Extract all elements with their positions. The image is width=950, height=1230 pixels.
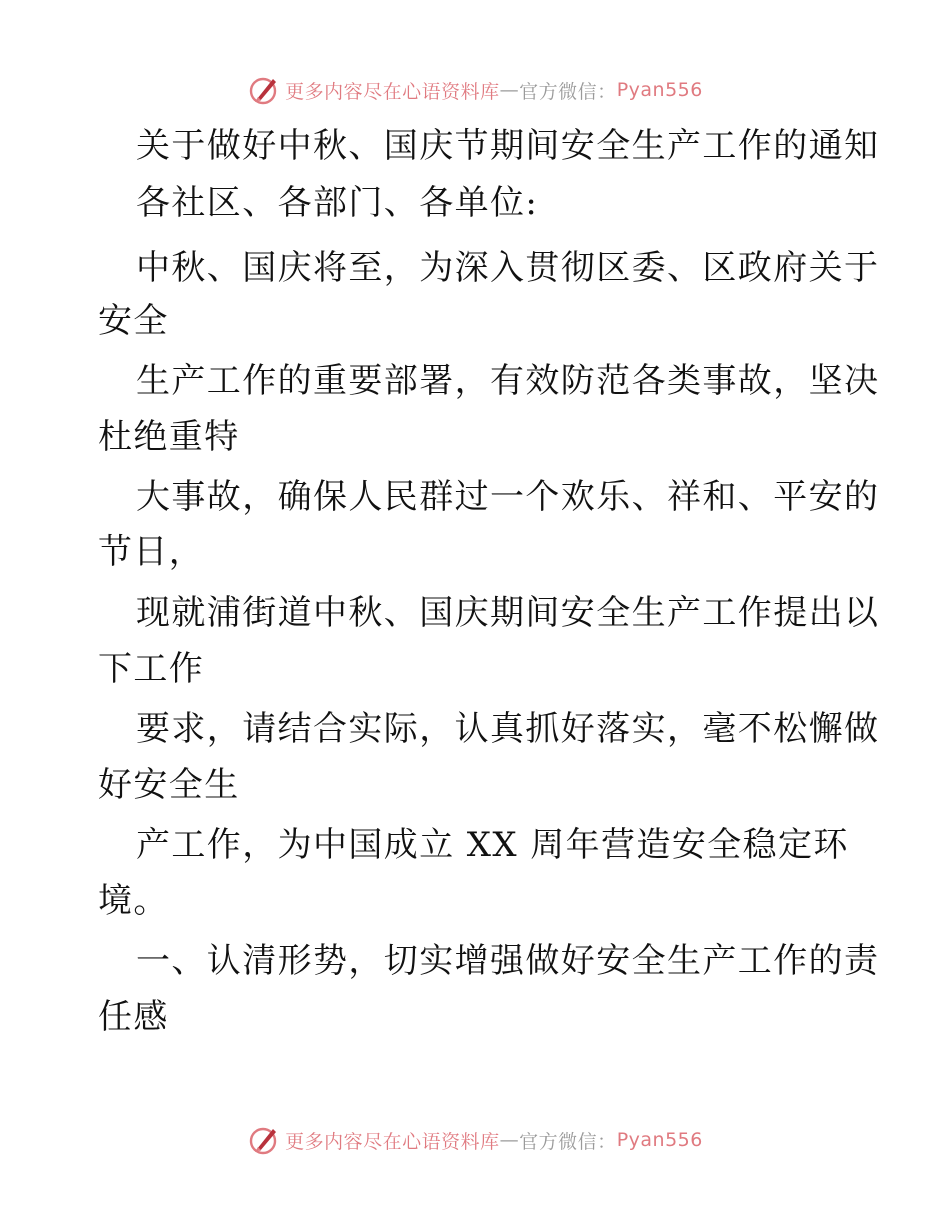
paragraph-line: 大事故，确保人民群过一个欢乐、祥和、平安的 xyxy=(136,477,880,517)
paragraph-line: 杜绝重特 xyxy=(98,417,240,457)
watermark-brand: 更多内容尽在心语资料库 xyxy=(285,1130,500,1153)
paragraph-line: 节日， xyxy=(98,532,205,572)
paragraph-line: 下工作 xyxy=(98,649,205,689)
watermark-brand: 更多内容尽在心语资料库 xyxy=(285,80,500,103)
paragraph-line: 要求，请结合实际，认真抓好落实，毫不松懈做 xyxy=(136,709,880,749)
quill-pen-icon xyxy=(247,73,281,107)
watermark-wechat-label: 官方微信： xyxy=(519,1130,617,1153)
watermark-banner-top xyxy=(0,70,950,110)
section-heading: 一、认清形势，切实增强做好安全生产工作的责 xyxy=(136,941,880,981)
document-title: 关于做好中秋、国庆节期间安全生产工作的通知 xyxy=(136,126,880,166)
paragraph-line: 中秋、国庆将至，为深入贯彻区委、区政府关于 xyxy=(136,248,880,288)
watermark-wechat-id: Pyan556 xyxy=(616,79,703,101)
quill-pen-icon xyxy=(247,1123,281,1157)
paragraph-line: 现就浦街道中秋、国庆期间安全生产工作提出以 xyxy=(136,593,880,633)
paragraph-line: 境。 xyxy=(98,881,169,921)
paragraph-line: 生产工作的重要部署，有效防范各类事故，坚决 xyxy=(136,361,880,401)
watermark-wechat-label: 官方微信： xyxy=(519,80,617,103)
watermark-separator: — xyxy=(499,1129,520,1151)
paragraph-line: 产工作，为中国成立 XX 周年营造安全稳定环 xyxy=(136,825,849,865)
paragraph-line: 安全 xyxy=(98,301,169,341)
paragraph-line: 好安全生 xyxy=(98,765,240,805)
document-salutation: 各社区、各部门、各单位: xyxy=(136,183,539,223)
watermark-separator: — xyxy=(499,79,520,101)
watermark-banner-bottom xyxy=(0,1120,950,1160)
section-heading-continued: 任感 xyxy=(98,997,169,1037)
watermark-wechat-id: Pyan556 xyxy=(616,1129,703,1151)
